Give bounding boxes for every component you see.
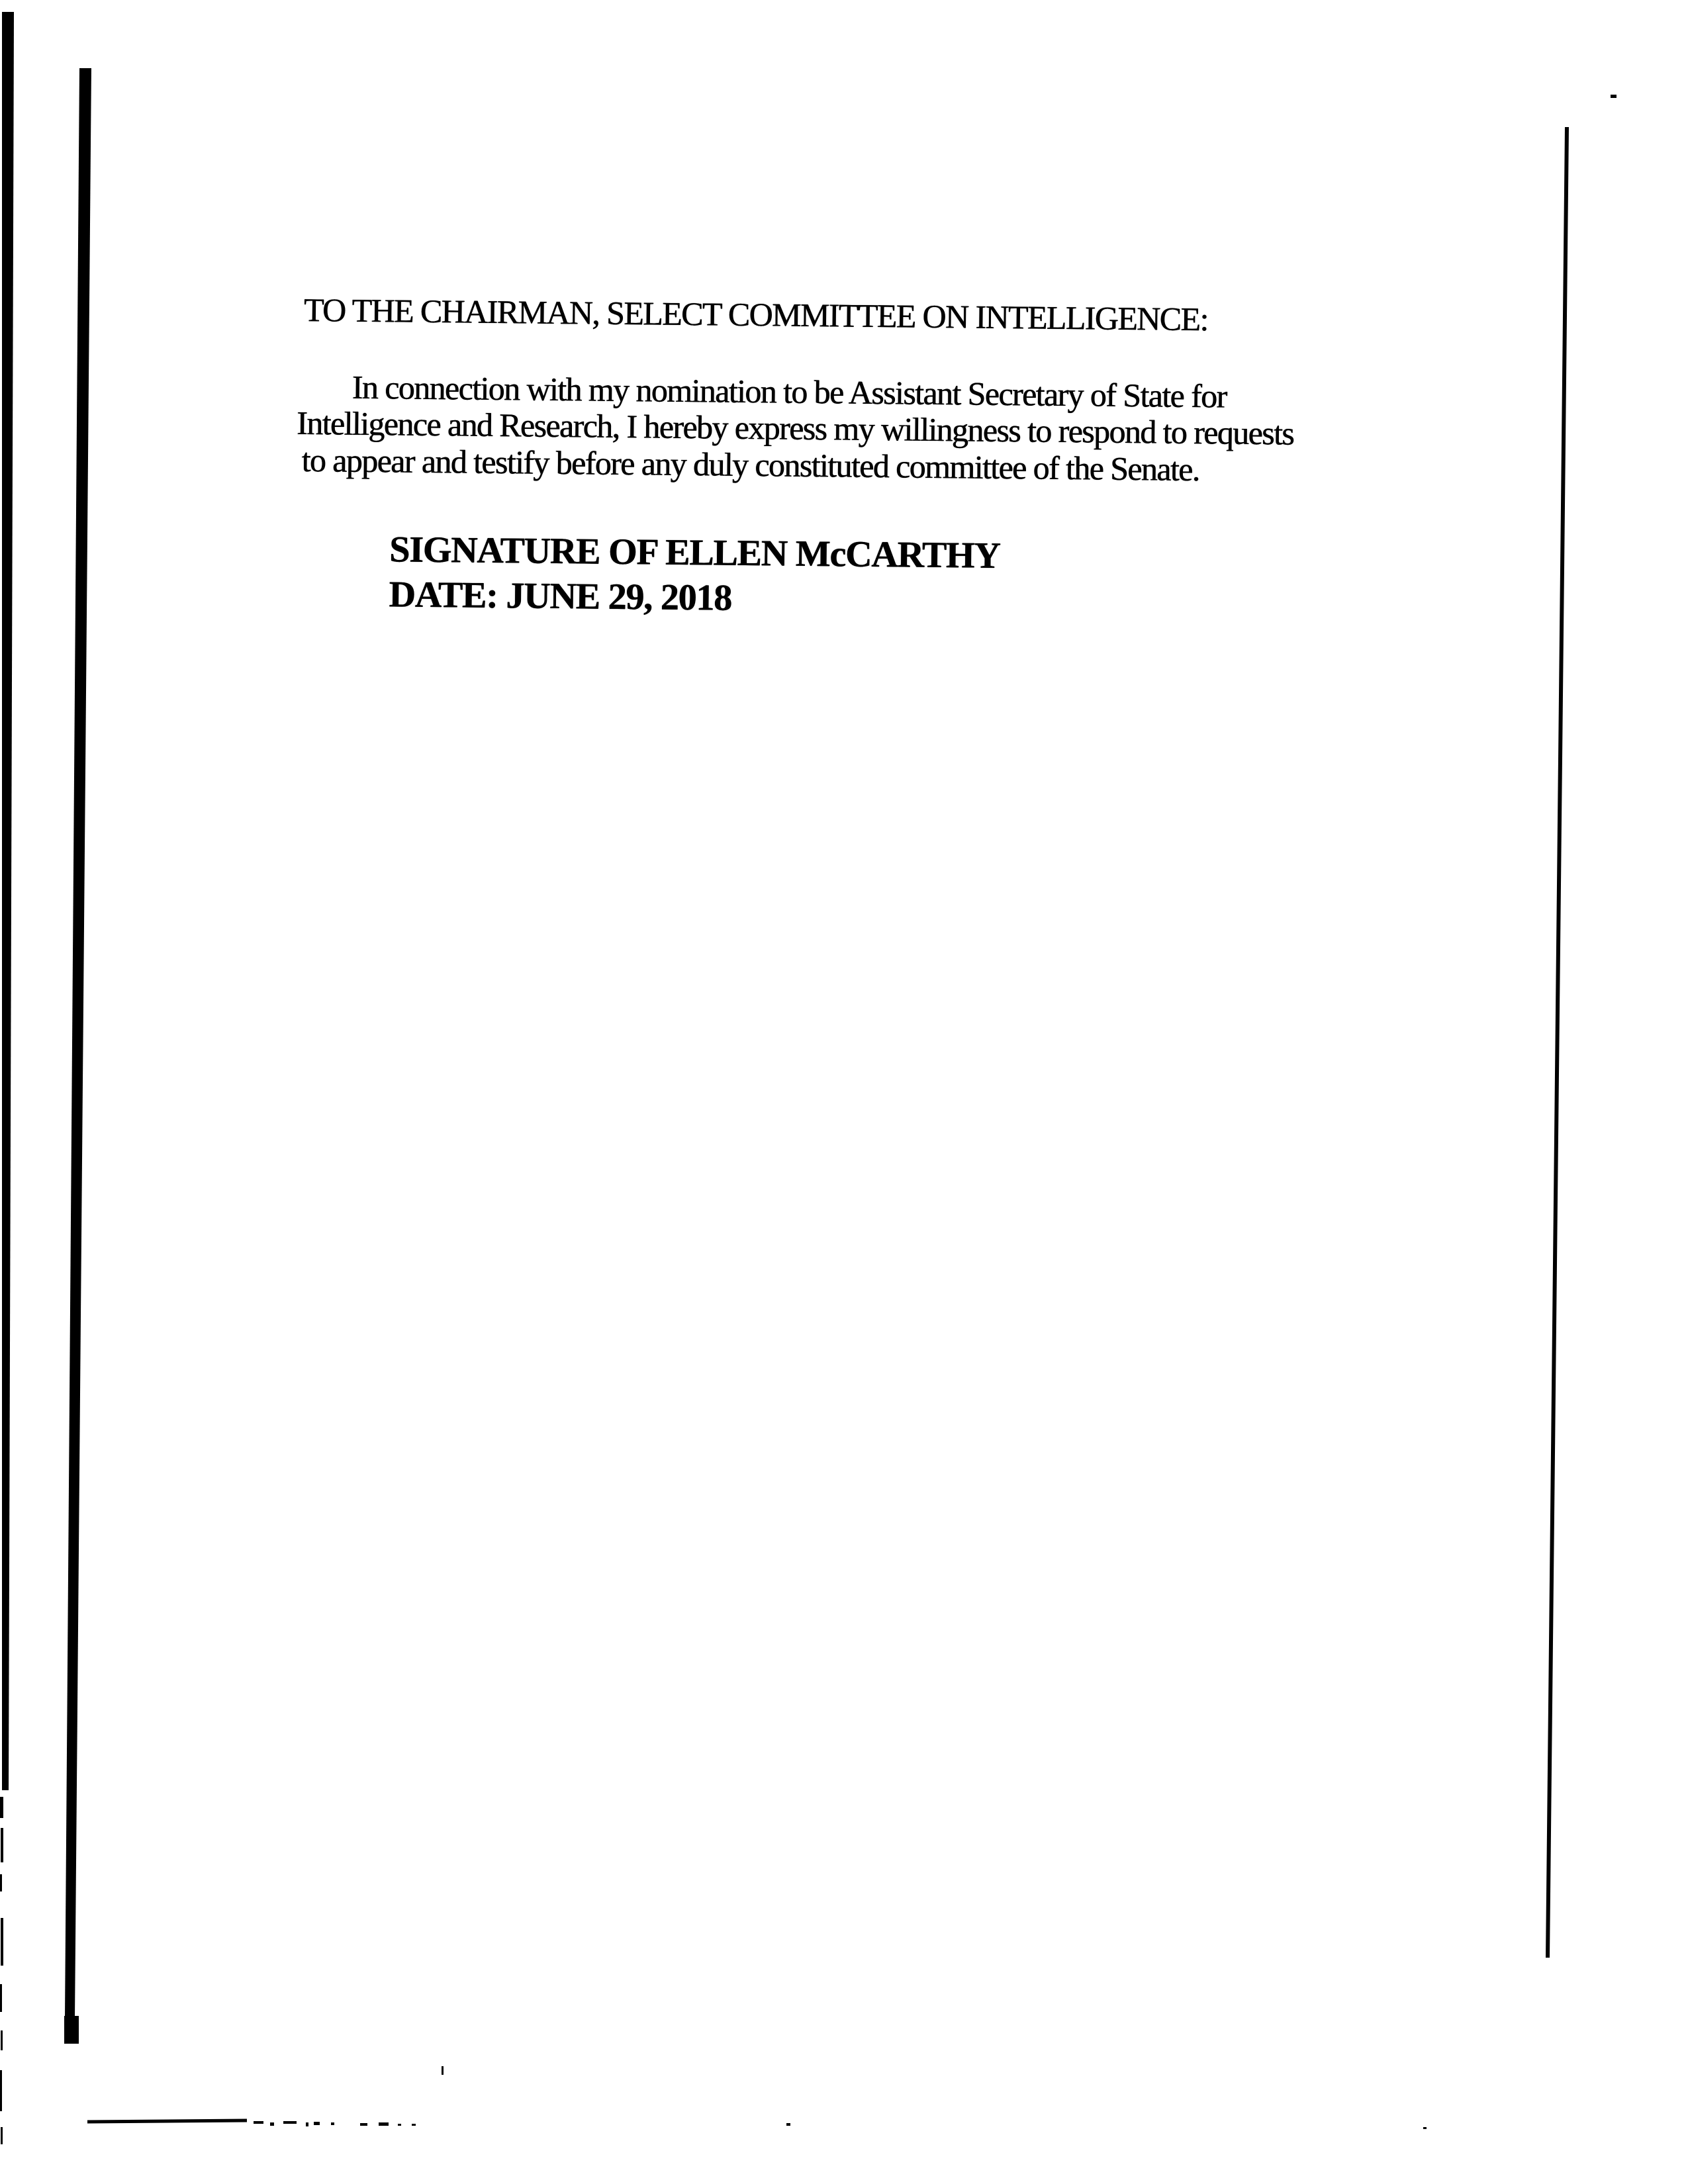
salutation-line: TO THE CHAIRMAN, SELECT COMMITTEE ON INTELLIGENCE: [303,291,1208,338]
date-line: DATE: JUNE 29, 2018 [389,574,732,619]
body-paragraph-line: to appear and testify before any duly constituted committee of the Senate. [301,441,1199,488]
signature-line: SIGNATURE OF ELLEN McCARTHY [389,529,1000,577]
body-paragraph-line: In connection with my nomination to be Assistant Secretary of State for [352,368,1227,415]
body-paragraph-line: Intelligence and Research, I hereby express my willingness to respond to requests [296,404,1294,452]
